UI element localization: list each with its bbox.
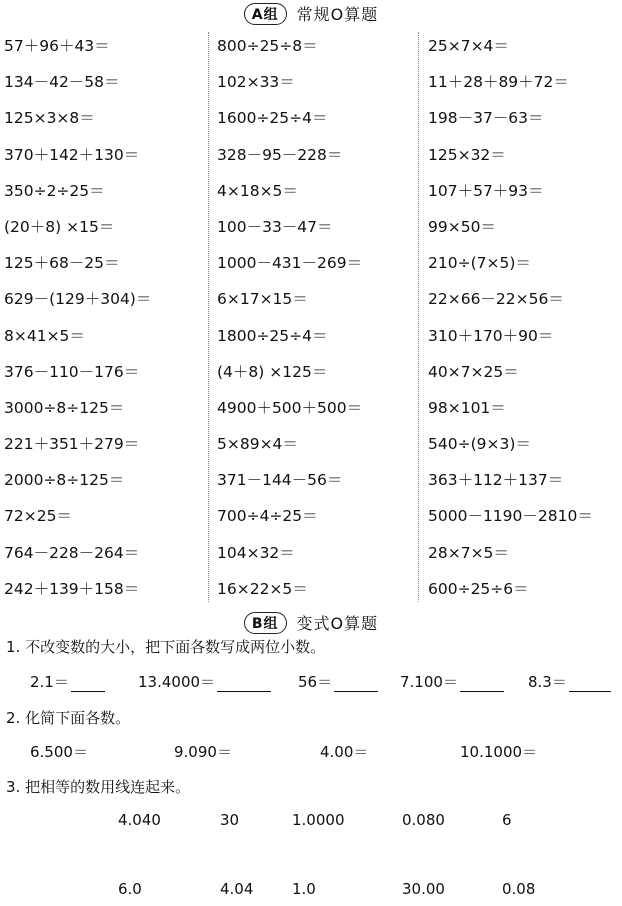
match-item-bottom[interactable]: 4.04: [220, 880, 254, 898]
problem: 8×41×5＝: [4, 326, 85, 345]
group-b-header: [0, 611, 622, 634]
problem: 540÷(9×3)＝: [428, 435, 531, 454]
match-item-bottom[interactable]: 1.0: [292, 880, 316, 898]
fill-item: [400, 671, 504, 692]
group-a-badge: A组: [244, 3, 287, 25]
group-a-title: 常规O算题: [296, 5, 379, 24]
problem: 3000÷8÷125＝: [4, 398, 125, 417]
problem: 310＋170＋90＝: [428, 326, 554, 345]
question-1-items: [0, 671, 622, 697]
question-3-text: 3. 把相等的数用线连起来。: [6, 778, 191, 796]
problem: 100－33－47＝: [217, 217, 333, 236]
match-item-bottom[interactable]: 30.00: [402, 880, 445, 898]
fill-item: [30, 671, 105, 692]
problem: 1000－431－269＝: [217, 254, 363, 273]
question-1-text: 1. 不改变数的大小，把下面各数写成两位小数。: [6, 638, 326, 656]
question-2-items: [0, 741, 622, 765]
problem-column-3: [428, 32, 593, 611]
problem: 125×32＝: [428, 145, 506, 164]
problem: 98×101＝: [428, 398, 506, 417]
group-b-badge: B组: [244, 612, 287, 634]
problem: 102×33＝: [217, 73, 295, 92]
answer-blank[interactable]: [334, 673, 378, 692]
problem: 28×7×5＝: [428, 543, 509, 562]
group-a-header: [0, 2, 622, 25]
problem: 363＋112＋137＝: [428, 471, 564, 490]
simplify-item: 6.500＝: [30, 743, 88, 761]
group-a-problems: [0, 32, 622, 602]
problem: (4＋8) ×125＝: [217, 362, 328, 381]
problem: 198－37－63＝: [428, 109, 544, 128]
problem: 40×7×25＝: [428, 362, 519, 381]
problem: 371－144－56＝: [217, 471, 343, 490]
problem: 600÷25÷6＝: [428, 579, 529, 598]
fill-item: [138, 671, 271, 692]
fill-item: [528, 671, 611, 692]
match-item-top[interactable]: 0.080: [402, 811, 445, 829]
simplify-item: 9.090＝: [174, 743, 232, 761]
fill-item-label: 8.3＝: [528, 673, 567, 691]
problem: 11＋28＋89＋72＝: [428, 73, 569, 92]
problem: 221＋351＋279＝: [4, 435, 140, 454]
problem: 376－110－176＝: [4, 362, 140, 381]
problem: 125×3×8＝: [4, 109, 95, 128]
problem: 16×22×5＝: [217, 579, 308, 598]
group-b-title: 变式O算题: [296, 614, 379, 633]
problem: 210÷(7×5)＝: [428, 254, 531, 273]
problem: 125＋68－25＝: [4, 254, 120, 273]
problem: 134－42－58＝: [4, 73, 120, 92]
match-top-row: [0, 811, 622, 835]
problem: 800÷25÷8＝: [217, 37, 318, 55]
problem: 99×50＝: [428, 217, 496, 236]
answer-blank[interactable]: [71, 673, 105, 692]
fill-item-label: 13.4000＝: [138, 673, 216, 691]
problem: 350÷2÷25＝: [4, 181, 105, 200]
problem: 764－228－264＝: [4, 543, 140, 562]
match-item-top[interactable]: 30: [220, 811, 240, 829]
problem: 6×17×15＝: [217, 290, 308, 309]
problem: 2000÷8÷125＝: [4, 471, 125, 490]
match-item-top[interactable]: 4.040: [118, 811, 161, 829]
fill-item-label: 56＝: [298, 673, 333, 691]
problem: 1800÷25÷4＝: [217, 326, 328, 345]
problem: 104×32＝: [217, 543, 295, 562]
problem: 629－(129＋304)＝: [4, 290, 152, 309]
problem: 25×7×4＝: [428, 37, 509, 55]
problem: 5000－1190－2810＝: [428, 507, 593, 526]
problem: 1600÷25÷4＝: [217, 109, 328, 128]
simplify-item: 4.00＝: [320, 743, 369, 761]
problem: 72×25＝: [4, 507, 72, 526]
fill-item-label: 2.1＝: [30, 673, 69, 691]
problem-column-1: [4, 32, 151, 611]
problem: 107＋57＋93＝: [428, 181, 544, 200]
fill-item-label: 7.100＝: [400, 673, 458, 691]
answer-blank[interactable]: [460, 673, 504, 692]
problem: 328－95－228＝: [217, 145, 343, 164]
match-item-bottom[interactable]: 0.08: [502, 880, 536, 898]
match-item-top[interactable]: 1.0000: [292, 811, 345, 829]
fill-item: [298, 671, 378, 692]
problem: 370＋142＋130＝: [4, 145, 140, 164]
problem: 4900＋500＋500＝: [217, 398, 363, 417]
problem: 22×66－22×56＝: [428, 290, 564, 309]
match-item-bottom[interactable]: 6.0: [118, 880, 142, 898]
problem: 5×89×4＝: [217, 435, 298, 454]
problem: 700÷4÷25＝: [217, 507, 318, 526]
question-2-text: 2. 化简下面各数。: [6, 709, 131, 727]
simplify-item: 10.1000＝: [460, 743, 538, 761]
problem: (20＋8) ×15＝: [4, 217, 115, 236]
problem: 57＋96＋43＝: [4, 37, 110, 55]
answer-blank[interactable]: [217, 673, 271, 692]
answer-blank[interactable]: [569, 673, 611, 692]
problem: 242＋139＋158＝: [4, 579, 140, 598]
match-item-top[interactable]: 6: [502, 811, 512, 829]
problem-column-2: [217, 32, 362, 611]
problem: 4×18×5＝: [217, 181, 298, 200]
match-bottom-row: [0, 880, 622, 904]
